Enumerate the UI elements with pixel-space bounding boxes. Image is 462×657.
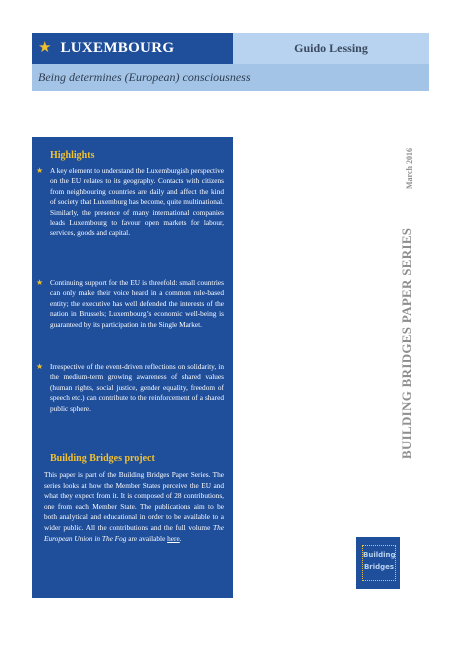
paper-subtitle: Being determines (European) consciousness: [38, 70, 251, 84]
highlight-item: [36, 278, 224, 330]
star-icon: ★: [38, 40, 52, 56]
project-text-end: .: [179, 533, 182, 543]
star-icon: ★: [36, 166, 44, 175]
logo-frame: [362, 545, 396, 581]
country-title: LUXEMBOURG: [60, 40, 175, 56]
highlight-item: [36, 166, 224, 239]
highlight-text: Continuing support for the EU is threefold: small countries can only make their voice heard in a common rule-based entity; the executive has well defended the interests of the nation in Brussels; Luxembourg’s economic well-being is guaranteed by its participation in the Single Market.: [50, 278, 224, 329]
project-description: [44, 470, 224, 544]
header-country-bar: [32, 33, 233, 64]
series-date-vertical: March 2016: [405, 148, 414, 189]
project-text-part: are available: [126, 533, 168, 543]
highlights-box: [32, 137, 233, 598]
project-title: Building Bridges project: [50, 453, 155, 464]
book-title: The European Union in The Fog: [44, 522, 224, 543]
here-link[interactable]: here: [167, 533, 180, 543]
logo-line-2: Bridges: [363, 563, 395, 571]
highlights-title: Highlights: [50, 150, 95, 161]
highlight-item: [36, 362, 224, 414]
star-icon: ★: [36, 362, 44, 371]
series-name-vertical: BUILDING BRIDGES PAPER SERIES: [399, 227, 414, 459]
author-name: Guido Lessing: [294, 41, 368, 55]
highlight-text: A key element to understand the Luxemburgish perspective on the EU relates to its geography. Contacts with citizens from neighbouring countries are daily and affect the kind of society that Luxemburg has become, quite multinational. Similarly, the presence of many international companies leads Luxembourg to favour open markets for labour, services, goods and capital.: [50, 166, 224, 238]
star-icon: ★: [36, 278, 44, 287]
highlight-text: Irrespective of the event-driven reflections on solidarity, in the medium-term growing awareness of shared values (human rights, social justice, gender equality, freedom of speech etc.) can contribute to the reinforcement of a shared public sphere.: [50, 362, 224, 413]
project-text-part: This paper is part of the Building Bridges Paper Series. The series looks at how the Member States perceive the EU and what they expect from it. It is composed of 28 contributions, one from each Member State. The publications aim to be both analytical and educational in order to be available to a wider public. All the contributions and the full volume: [44, 470, 224, 532]
building-bridges-logo: [356, 537, 400, 589]
subtitle-bar: [32, 64, 429, 91]
logo-line-1: Building: [363, 551, 396, 559]
author-bar: [233, 33, 429, 64]
